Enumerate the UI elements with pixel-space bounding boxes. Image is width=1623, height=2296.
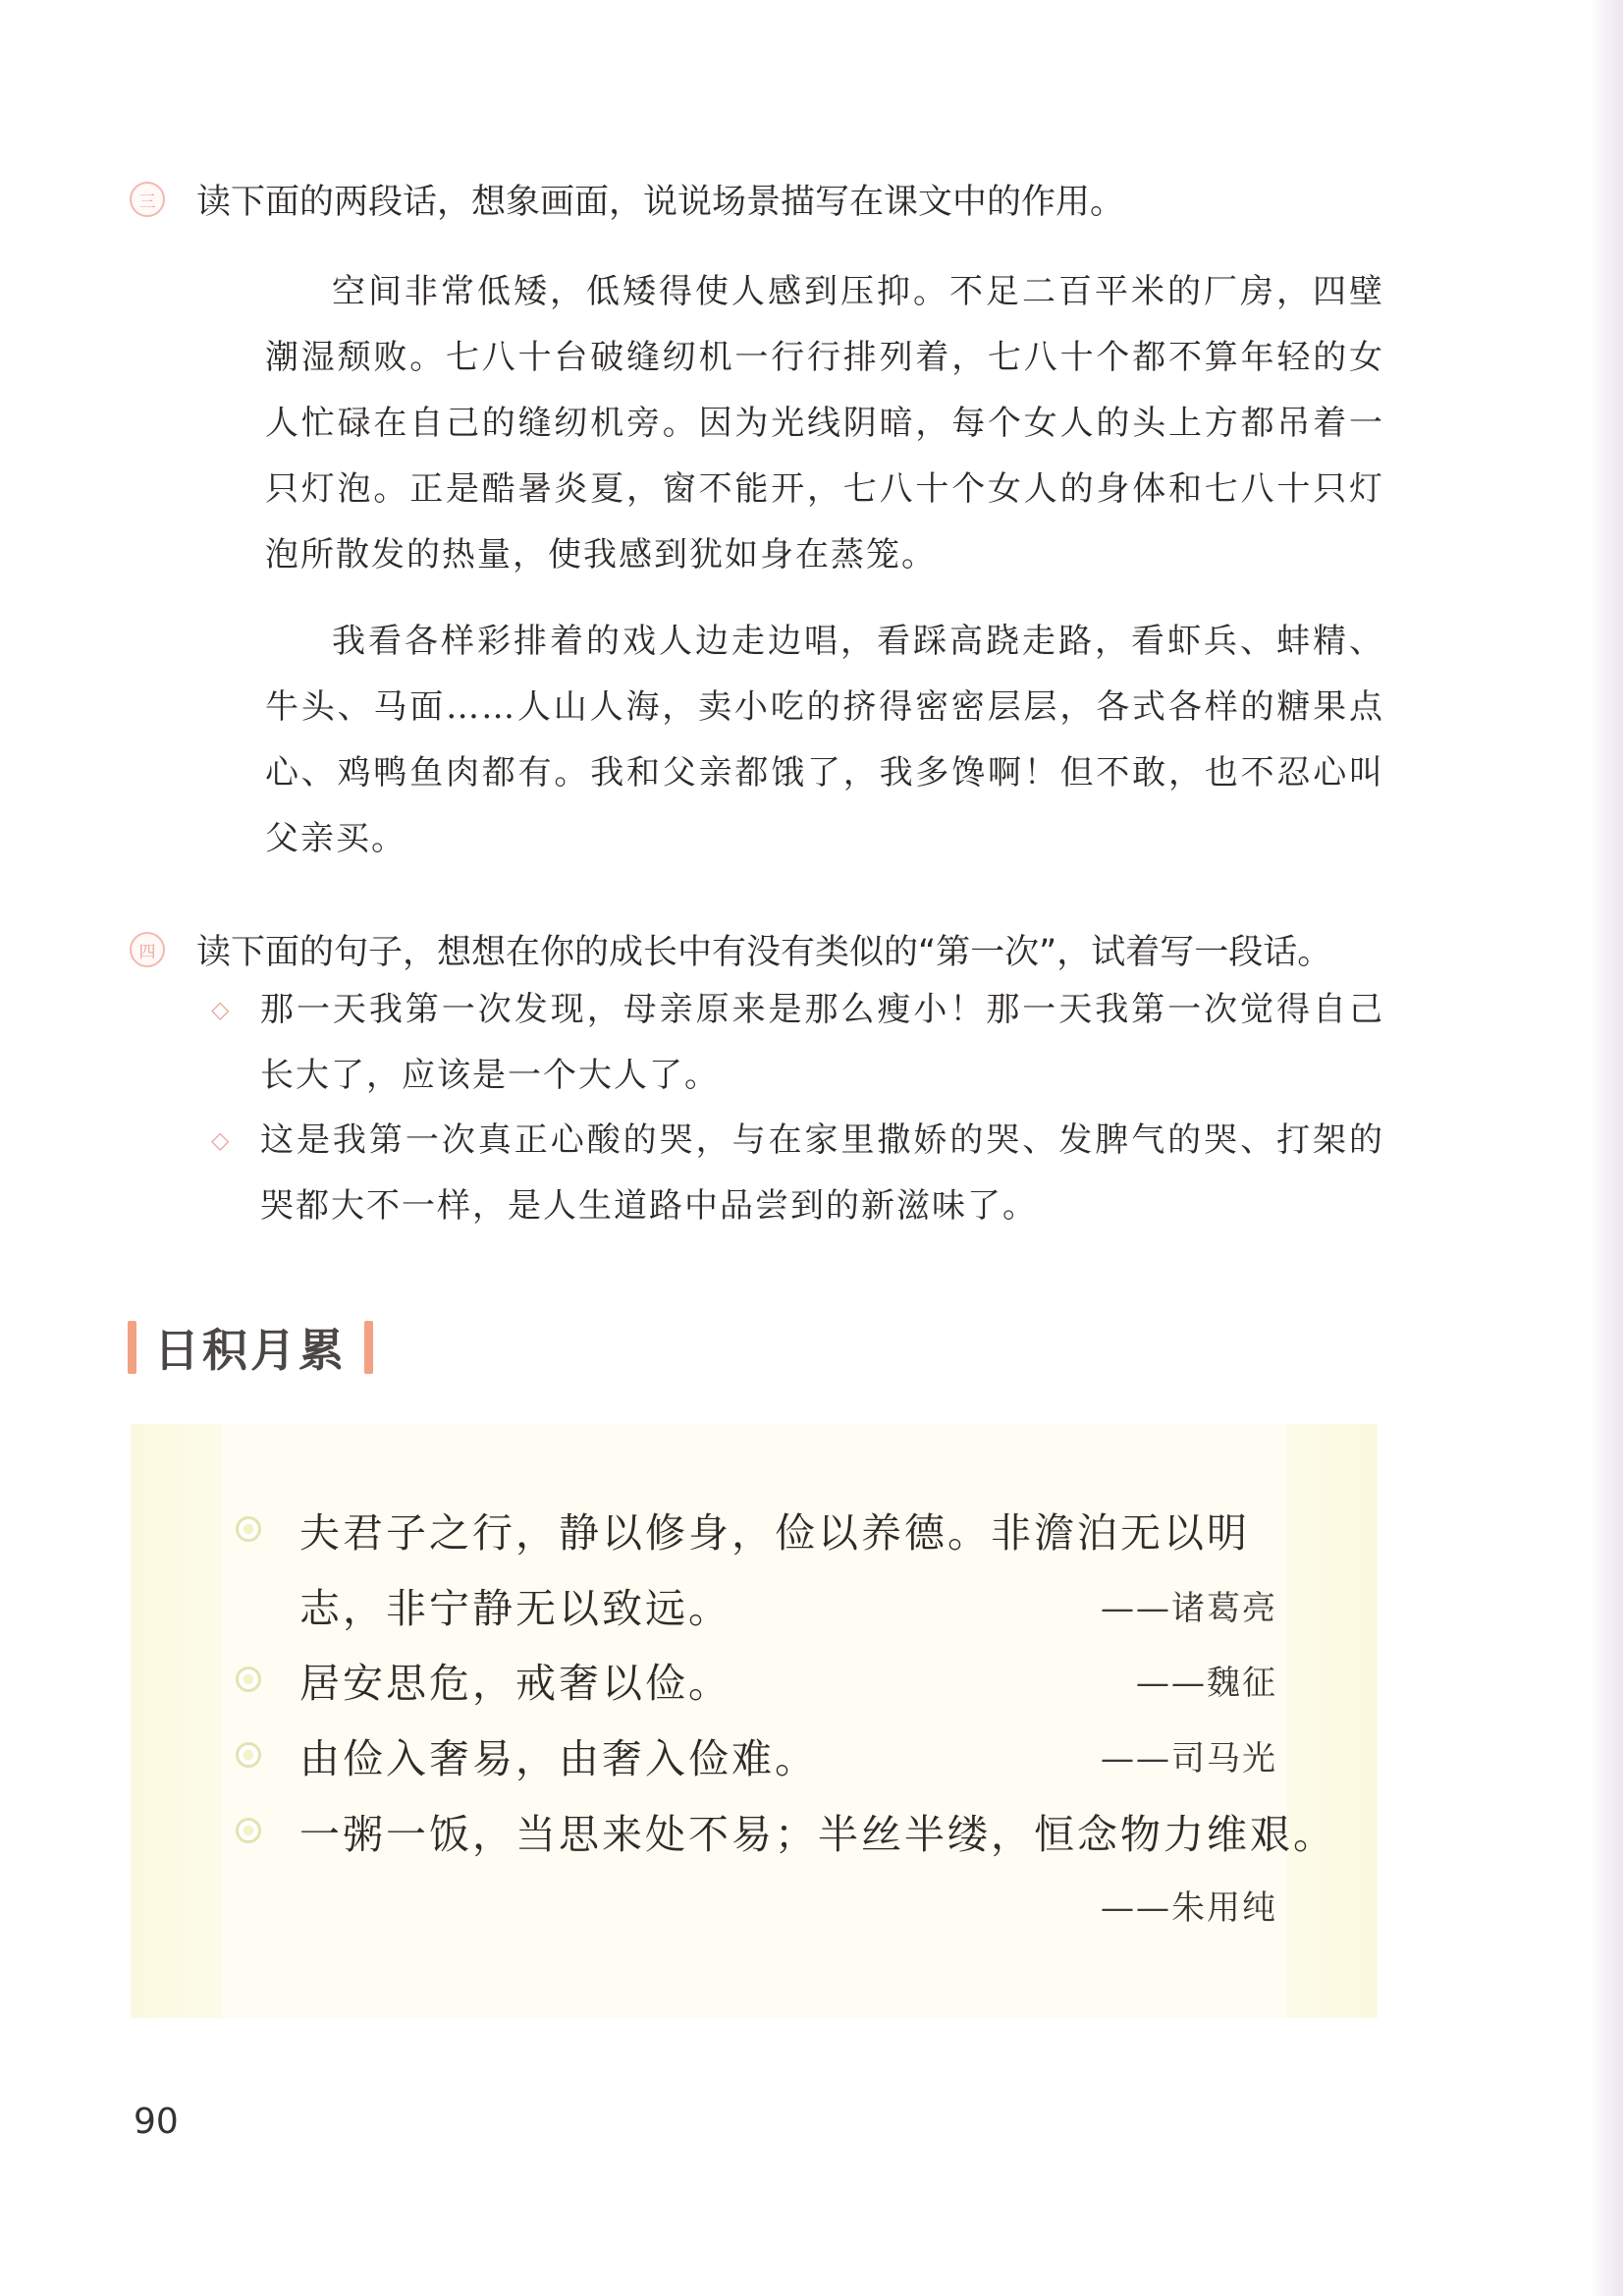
example-sentence-2 [211, 1108, 1384, 1239]
page-number: 90 [134, 2102, 179, 2142]
question-number-badge: 四 [130, 932, 165, 967]
diamond-bullet-icon: ◇ [211, 996, 232, 1023]
section-title [128, 1316, 373, 1379]
circle-bullet-icon [236, 1516, 261, 1542]
quote-3-text: 由俭入奢易，由奢入俭难。 [299, 1735, 818, 1782]
circle-bullet-icon [236, 1667, 261, 1692]
quote-1-line-2: 志，非宁静无以致远。 [299, 1585, 731, 1632]
circle-bullet-icon [236, 1818, 261, 1843]
diamond-bullet-icon: ◇ [211, 1126, 232, 1154]
circle-bullet-icon [236, 1742, 261, 1768]
quote-4-author: ——朱用纯 [1101, 1888, 1277, 1928]
quote-1-line-1: 夫君子之行，静以修身，俭以养德。非澹泊无以明 [299, 1509, 1250, 1557]
question-4-prompt: 读下面的句子，想想在你的成长中有没有类似的“第一次”，试着写一段话。 [196, 933, 1332, 972]
page-edge-tint [1590, 0, 1623, 2296]
example-sentence-1 [211, 977, 1384, 1109]
question-4-header [130, 925, 1331, 974]
question-3-prompt: 读下面的两段话，想象画面，说说场景描写在课文中的作用。 [196, 183, 1125, 222]
section-title-text: 日积月累 [154, 1324, 347, 1377]
question-number-badge: 三 [130, 182, 165, 217]
panel-band-left [131, 1424, 221, 2018]
panel-band-right [1287, 1424, 1378, 2018]
quote-1-author: ——诸葛亮 [1101, 1589, 1277, 1628]
example-sentence-text: 这是我第一次真正心酸的哭，与在家里撒娇的哭、发脾气的哭、打架的哭都大不一样，是人生道路中品尝到的新滋味了。 [260, 1121, 1384, 1226]
example-sentence-text: 那一天我第一次发现，母亲原来是那么瘦小！那一天我第一次觉得自己长大了，应该是一个大人了。 [260, 990, 1384, 1095]
passage-paragraph-1: 空间非常低矮，低矮得使人感到压抑。不足二百平米的厂房，四壁潮湿颓败。七八十台破缝纫机一行行排列着，七八十个都不算年轻的女人忙碌在自己的缝纫机旁。因为光线阴暗，每个女人的头上方都吊着一只灯泡。正是酷暑炎夏，窗不能开，七八十个女人的身体和七八十只灯泡所散发的热量，使我感到犹如身在蒸笼。 [265, 272, 1384, 574]
quote-3-author: ——司马光 [1101, 1739, 1277, 1778]
passage-paragraph-2: 我看各样彩排着的戏人边走边唱，看踩高跷走路，看虾兵、蚌精、牛头、马面……人山人海，卖小吃的挤得密密层层，各式各样的糖果点心、鸡鸭鱼肉都有。我和父亲都饿了，我多馋啊！但不敢，也不忍心叫父亲买。 [265, 622, 1384, 858]
title-bar-left [128, 1321, 136, 1374]
quote-2-text: 居安思危，戒奢以俭。 [299, 1660, 731, 1707]
title-bar-right [364, 1321, 373, 1374]
quote-4-text: 一粥一饭，当思来处不易；半丝半缕，恒念物力维艰。 [299, 1811, 1336, 1858]
question-3-header [130, 175, 1124, 224]
quote-2-author: ——魏征 [1136, 1664, 1277, 1703]
